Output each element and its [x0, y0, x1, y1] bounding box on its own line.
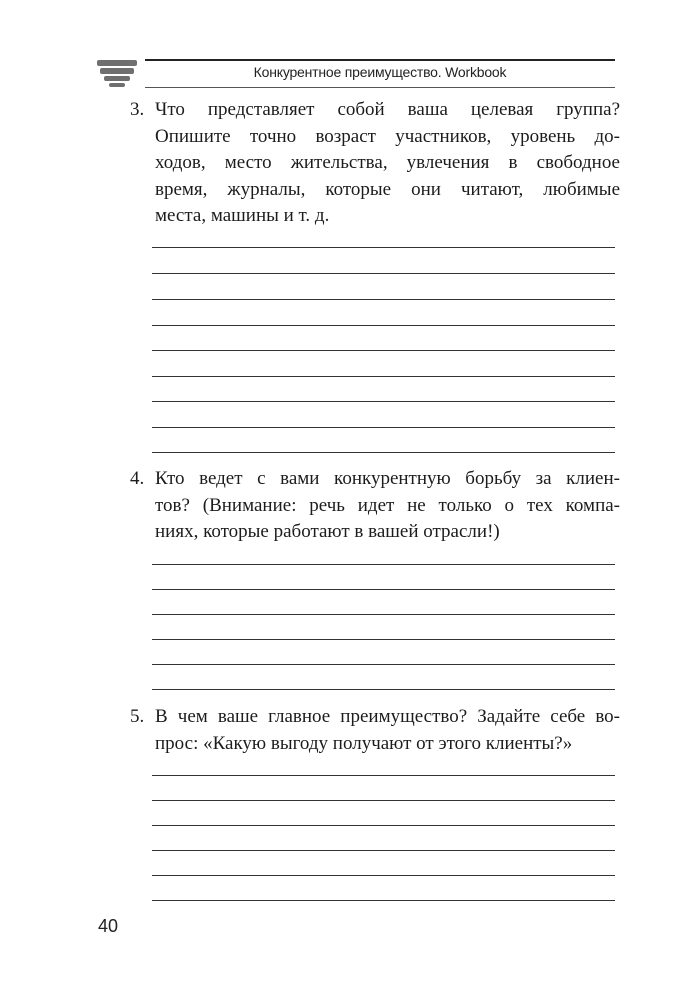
question-text-line: Опишите точно возраст участников, уровень до- — [155, 125, 620, 147]
answer-line — [152, 350, 615, 351]
answer-line — [152, 401, 615, 402]
answer-line — [152, 900, 615, 901]
running-header-title: Конкурентное преимущество. Workbook — [253, 64, 507, 80]
question-text-line: Кто ведет с вами конкурентную борьбу за клиен- — [155, 468, 620, 489]
question-3 — [130, 97, 620, 230]
question-text — [155, 97, 620, 230]
answer-line — [152, 825, 615, 826]
answer-line — [152, 589, 615, 590]
question-text — [155, 466, 620, 546]
answer-line — [152, 614, 615, 615]
answer-line — [152, 376, 615, 377]
question-4 — [130, 466, 620, 546]
question-text — [155, 704, 620, 757]
header-rule-bottom — [145, 87, 615, 88]
answer-line — [152, 564, 615, 565]
header-rule-top — [145, 59, 615, 61]
publisher-logo-icon — [97, 60, 137, 88]
answer-line — [152, 299, 615, 300]
answer-line — [152, 689, 615, 690]
question-number: 3. — [130, 99, 145, 120]
question-number: 5. — [130, 706, 145, 727]
page-number: 40 — [98, 916, 119, 936]
question-text-line: тов? (Внимание: речь идет не только о тех компа- — [155, 494, 620, 516]
answer-line — [152, 325, 615, 326]
question-text-line: В чем ваше главное преимущество? Задайте себе во- — [155, 706, 620, 727]
question-number: 4. — [130, 468, 145, 489]
question-text-line: ниях, которые работают в вашей отрасли!) — [155, 521, 500, 542]
answer-line — [152, 800, 615, 801]
question-text-line: Что представляет собой ваша целевая группа? — [155, 99, 620, 120]
question-text-line: прос: «Какую выгоду получают от этого клиенты?» — [155, 732, 573, 754]
answer-line — [152, 850, 615, 851]
answer-line — [152, 273, 615, 274]
question-5 — [130, 704, 620, 757]
answer-line — [152, 452, 615, 453]
answer-line — [152, 875, 615, 876]
answer-line — [152, 427, 615, 428]
answer-line — [152, 639, 615, 640]
question-text-line: время, журналы, которые они читают, любимые — [155, 178, 620, 200]
question-text-line: места, машины и т. д. — [155, 205, 330, 226]
answer-line — [152, 247, 615, 248]
answer-line — [152, 775, 615, 776]
answer-line — [152, 664, 615, 665]
question-text-line: ходов, место жительства, увлечения в свободное — [155, 152, 620, 173]
